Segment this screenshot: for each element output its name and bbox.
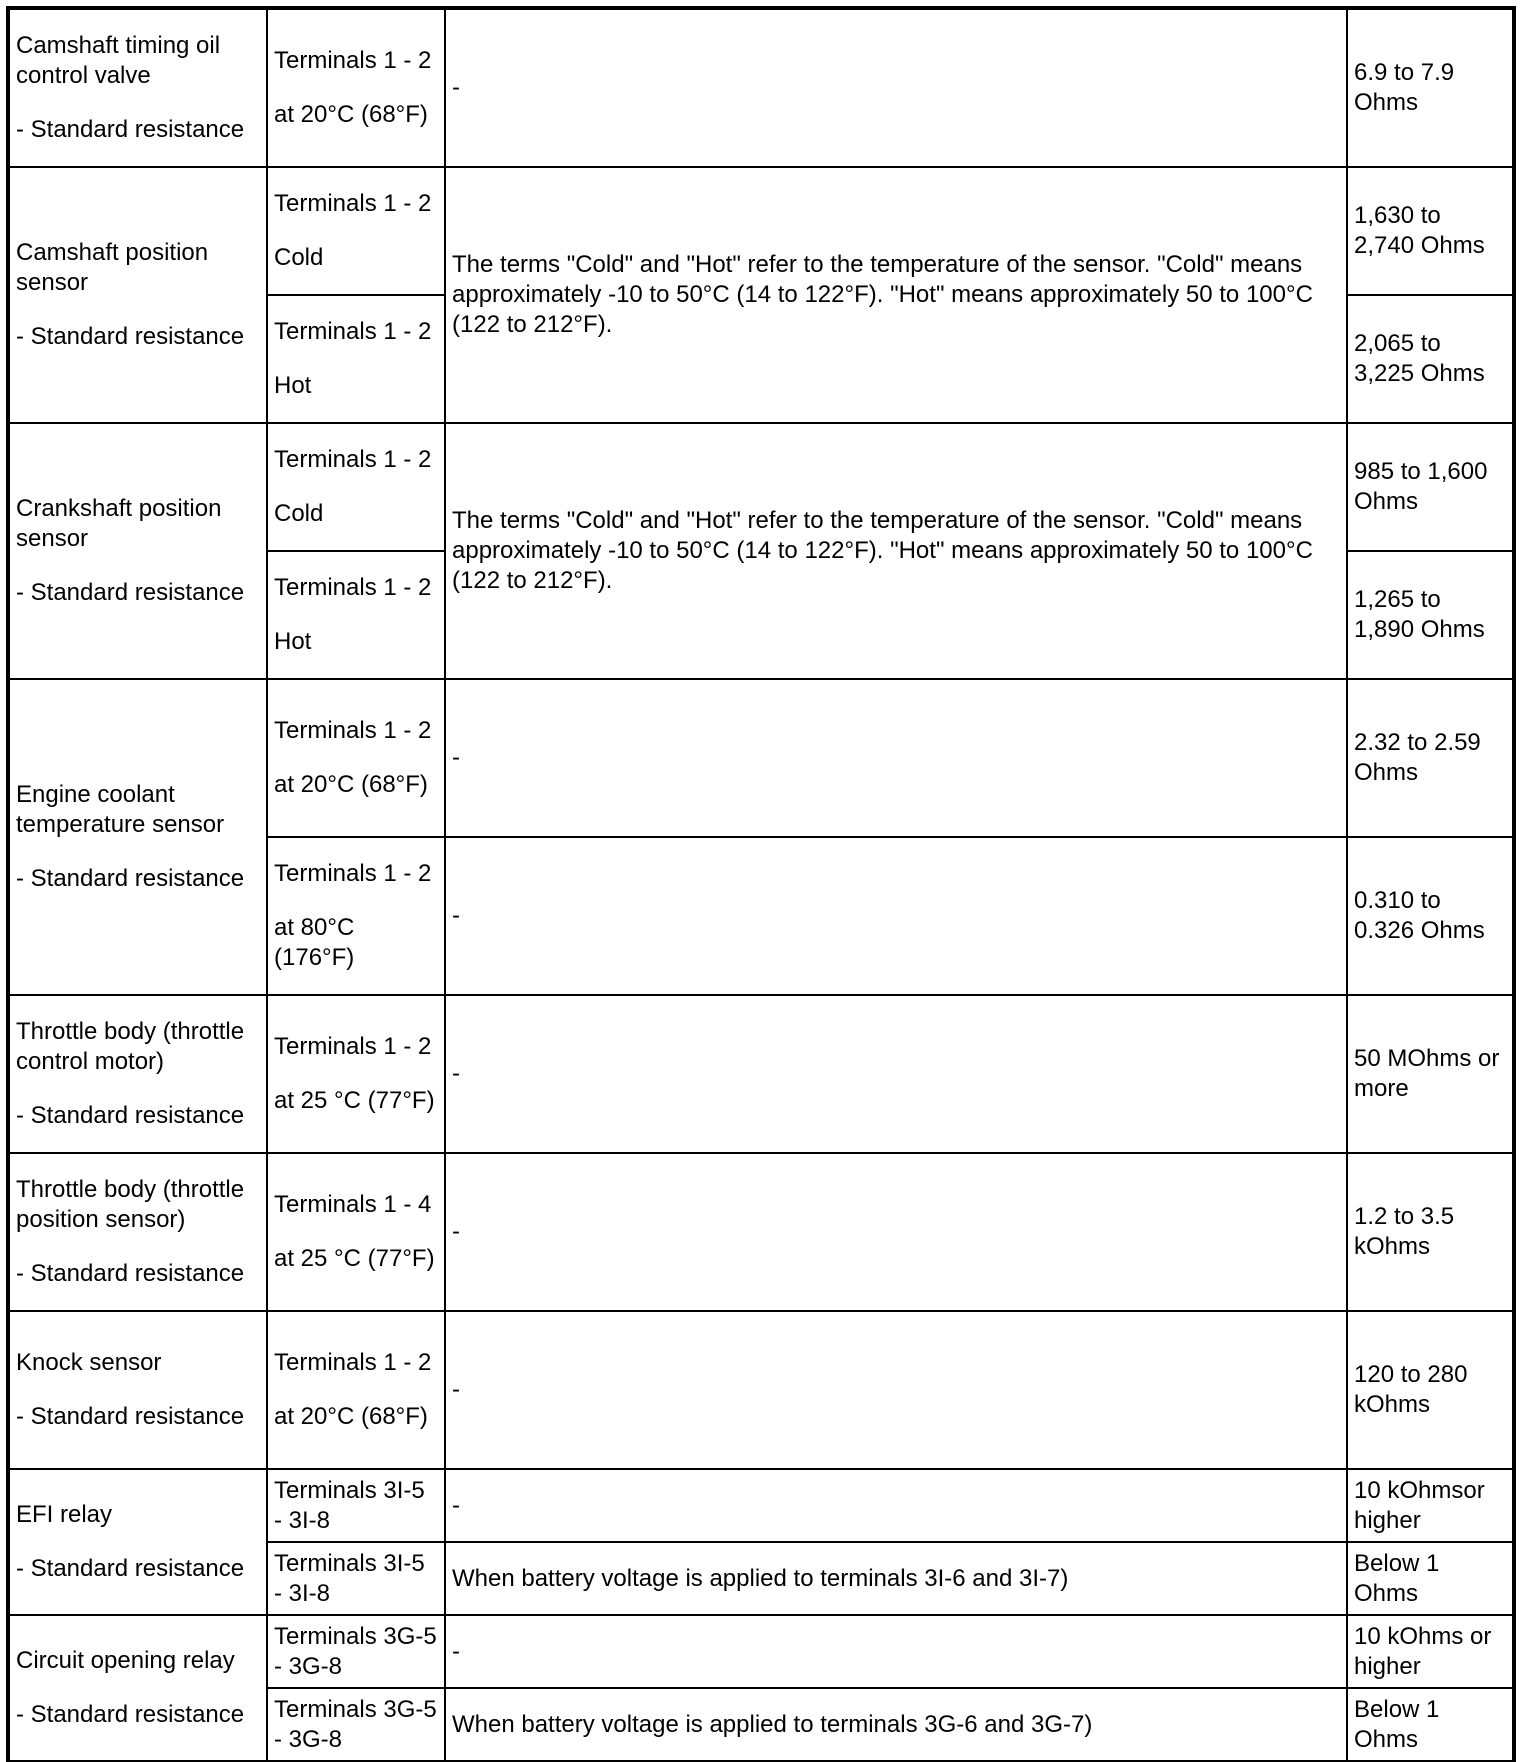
condition: Hot — [274, 372, 312, 399]
terminals-cell: Terminals 3G-5 - 3G-8 — [267, 1615, 445, 1688]
component-cell — [9, 1615, 267, 1761]
condition: Cold — [274, 500, 324, 527]
terminals-cell — [267, 167, 445, 295]
component-name: Throttle body (throttle position sensor) — [16, 1176, 245, 1233]
component-test: - Standard resistance — [16, 323, 245, 350]
component-test: - Standard resistance — [16, 116, 245, 143]
terminals-cell: Terminals 3G-5 - 3G-8 — [267, 1688, 445, 1761]
table-row — [9, 9, 1513, 167]
note-cell: - — [445, 679, 1347, 837]
terminals-cell — [267, 423, 445, 551]
spec-cell: 120 to 280 kOhms — [1347, 1311, 1513, 1469]
component-test: - Standard resistance — [16, 1260, 245, 1287]
component-name: Engine coolant temperature sensor — [16, 781, 225, 838]
spec-cell: 50 MOhms or more — [1347, 995, 1513, 1153]
condition: at 25 °C (77°F) — [274, 1245, 435, 1272]
component-test: - Standard resistance — [16, 1555, 245, 1582]
component-test: - Standard resistance — [16, 865, 245, 892]
component-cell — [9, 167, 267, 423]
terminals-cell — [267, 837, 445, 995]
table-row — [9, 1311, 1513, 1469]
terminals: Terminals 1 - 2 — [274, 318, 432, 345]
condition: at 20°C (68°F) — [274, 101, 428, 128]
terminals-cell: Terminals 3I-5 - 3I-8 — [267, 1542, 445, 1615]
terminals-cell — [267, 295, 445, 423]
terminals-cell — [267, 995, 445, 1153]
table-row — [9, 679, 1513, 837]
terminals: Terminals 1 - 2 — [274, 574, 432, 601]
table-row — [9, 1153, 1513, 1311]
component-cell — [9, 679, 267, 995]
terminals-cell — [267, 551, 445, 679]
condition: at 25 °C (77°F) — [274, 1087, 435, 1114]
terminals: Terminals 1 - 2 — [274, 860, 432, 887]
terminals: Terminals 1 - 2 — [274, 1349, 432, 1376]
component-test: - Standard resistance — [16, 1403, 245, 1430]
spec-cell: 1.2 to 3.5 kOhms — [1347, 1153, 1513, 1311]
table-row — [9, 167, 1513, 295]
spec-cell: Below 1 Ohms — [1347, 1688, 1513, 1761]
table-row — [9, 1615, 1513, 1688]
component-cell — [9, 1311, 267, 1469]
table-row — [9, 995, 1513, 1153]
component-name: Throttle body (throttle control motor) — [16, 1018, 245, 1075]
spec-cell: 1,630 to 2,740 Ohms — [1347, 167, 1513, 295]
component-name: Knock sensor — [16, 1349, 162, 1376]
terminals: Terminals 1 - 2 — [274, 446, 432, 473]
note-cell: When battery voltage is applied to terminals 3I-6 and 3I-7) — [445, 1542, 1347, 1615]
terminals-cell — [267, 9, 445, 167]
terminals: Terminals 1 - 2 — [274, 1033, 432, 1060]
component-cell — [9, 995, 267, 1153]
condition: at 20°C (68°F) — [274, 1403, 428, 1430]
spec-cell: 2,065 to 3,225 Ohms — [1347, 295, 1513, 423]
spec-cell: 2.32 to 2.59 Ohms — [1347, 679, 1513, 837]
note-cell: - — [445, 1153, 1347, 1311]
spec-cell: 0.310 to 0.326 Ohms — [1347, 837, 1513, 995]
component-name: Camshaft timing oil control valve — [16, 32, 221, 89]
component-test: - Standard resistance — [16, 579, 245, 606]
component-name: Crankshaft position sensor — [16, 495, 222, 552]
condition: at 80°C (176°F) — [274, 914, 355, 971]
note-cell: - — [445, 995, 1347, 1153]
spec-cell: 10 kOhmsor higher — [1347, 1469, 1513, 1542]
note-cell: - — [445, 1311, 1347, 1469]
component-name: Circuit opening relay — [16, 1647, 235, 1674]
terminals-cell — [267, 1311, 445, 1469]
terminals: Terminals 1 - 2 — [274, 717, 432, 744]
component-test: - Standard resistance — [16, 1102, 245, 1129]
note-cell: - — [445, 9, 1347, 167]
terminals-cell — [267, 1153, 445, 1311]
terminals: Terminals 1 - 4 — [274, 1191, 432, 1218]
component-name: EFI relay — [16, 1501, 113, 1528]
spec-cell: Below 1 Ohms — [1347, 1542, 1513, 1615]
component-test: - Standard resistance — [16, 1701, 245, 1728]
condition: Hot — [274, 628, 312, 655]
note-cell: - — [445, 1615, 1347, 1688]
note-cell: When battery voltage is applied to terminals 3G-6 and 3G-7) — [445, 1688, 1347, 1761]
component-cell — [9, 9, 267, 167]
note-cell: The terms "Cold" and "Hot" refer to the temperature of the sensor. "Cold" means approximately -10 to 50°C (14 to 122°F). "Hot" means approximately 50 to 100°C (122 to 212°F). — [445, 423, 1347, 679]
spec-cell: 985 to 1,600 Ohms — [1347, 423, 1513, 551]
table-row — [9, 1469, 1513, 1542]
spec-cell: 1,265 to 1,890 Ohms — [1347, 551, 1513, 679]
spec-cell: 10 kOhms or higher — [1347, 1615, 1513, 1688]
terminals-cell: Terminals 3I-5 - 3I-8 — [267, 1469, 445, 1542]
terminals: Terminals 1 - 2 — [274, 190, 432, 217]
spec-cell: 6.9 to 7.9 Ohms — [1347, 9, 1513, 167]
note-cell: - — [445, 1469, 1347, 1542]
component-name: Camshaft position sensor — [16, 239, 209, 296]
resistance-spec-table — [8, 8, 1514, 1762]
terminals: Terminals 1 - 2 — [274, 47, 432, 74]
component-cell — [9, 1153, 267, 1311]
component-cell — [9, 423, 267, 679]
condition: Cold — [274, 244, 324, 271]
note-cell: The terms "Cold" and "Hot" refer to the temperature of the sensor. "Cold" means approximately -10 to 50°C (14 to 122°F). "Hot" means approximately 50 to 100°C (122 to 212°F). — [445, 167, 1347, 423]
component-cell — [9, 1469, 267, 1615]
condition: at 20°C (68°F) — [274, 771, 428, 798]
terminals-cell — [267, 679, 445, 837]
spec-table-body — [9, 9, 1513, 1761]
note-cell: - — [445, 837, 1347, 995]
table-row — [9, 423, 1513, 551]
